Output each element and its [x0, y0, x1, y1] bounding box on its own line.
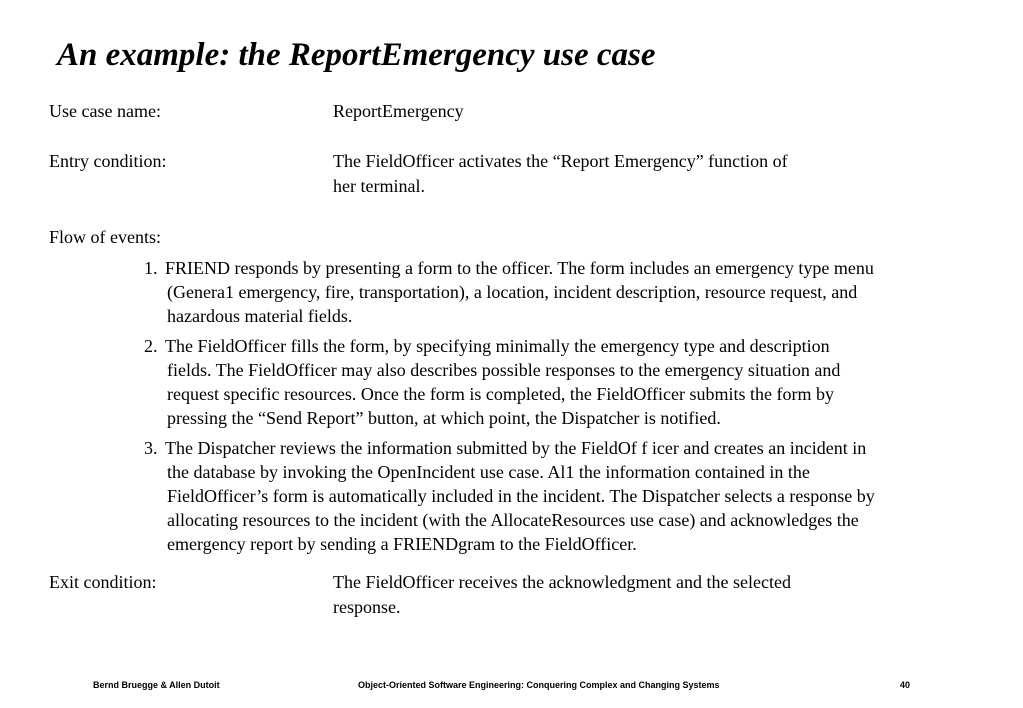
step-text — [167, 334, 1004, 430]
use-case-name-value: ReportEmergency — [333, 101, 464, 121]
entry-condition-value — [333, 149, 788, 199]
step-line: the database by invoking the OpenIncident use case. Al1 the information contained in the — [167, 462, 810, 482]
step-line: hazardous material fields. — [167, 306, 353, 326]
step-line: allocating resources to the incident (with the AllocateResources use case) and acknowledges the — [167, 510, 859, 530]
footer-book-title: Object-Oriented Software Engineering: Conquering Complex and Changing Systems — [358, 680, 720, 690]
step-number: 1. — [144, 258, 158, 278]
step-line: The FieldOfficer fills the form, by specifying minimally the emergency type and description — [165, 336, 830, 356]
entry-condition-label: Entry condition: — [49, 151, 167, 171]
use-case-name-label: Use case name: — [49, 101, 161, 121]
exit-condition-line: The FieldOfficer receives the acknowledgment and the selected — [333, 572, 791, 592]
slide-title: An example: the ReportEmergency use case — [57, 37, 656, 73]
flow-step-3 — [144, 436, 1004, 556]
step-line: pressing the “Send Report” button, at which point, the Dispatcher is notified. — [167, 408, 721, 428]
step-text — [167, 436, 1004, 556]
entry-condition-line: The FieldOfficer activates the “Report Emergency” function of — [333, 151, 788, 171]
step-line: emergency report by sending a FRIENDgram to the FieldOfficer. — [167, 534, 637, 554]
step-line: FieldOfficer’s form is automatically included in the incident. The Dispatcher selects a response by — [167, 486, 875, 506]
flow-of-events-label: Flow of events: — [49, 227, 161, 247]
flow-of-events-steps — [144, 256, 1004, 562]
step-text — [167, 256, 1004, 328]
step-line: FRIEND responds by presenting a form to the officer. The form includes an emergency type menu — [165, 258, 874, 278]
step-number: 3. — [144, 438, 158, 458]
exit-condition-value — [333, 570, 791, 620]
footer-authors: Bernd Bruegge & Allen Dutoit — [93, 680, 220, 690]
step-line: request specific resources. Once the form is completed, the FieldOfficer submits the form by — [167, 384, 834, 404]
exit-condition-label: Exit condition: — [49, 572, 157, 592]
step-line: The Dispatcher reviews the information submitted by the FieldOf f icer and creates an incident in — [165, 438, 867, 458]
footer-page-number: 40 — [900, 680, 911, 690]
step-line: fields. The FieldOfficer may also describes possible responses to the emergency situation and — [167, 360, 841, 380]
flow-step-2 — [144, 334, 1004, 430]
entry-condition-line: her terminal. — [333, 176, 425, 196]
step-line: (Genera1 emergency, fire, transportation), a location, incident description, resource request, and — [167, 282, 858, 302]
flow-step-1 — [144, 256, 1004, 328]
exit-condition-line: response. — [333, 597, 401, 617]
step-number: 2. — [144, 336, 158, 356]
